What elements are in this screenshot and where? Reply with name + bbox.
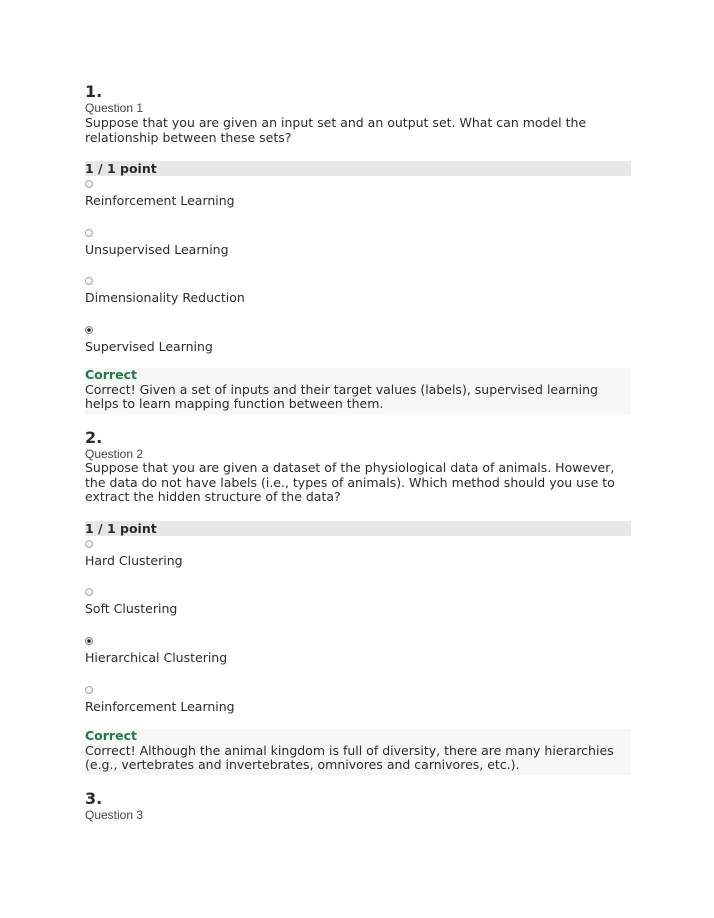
points-bar: 1 / 1 point: [85, 521, 631, 536]
radio-button[interactable]: [85, 277, 93, 285]
question-text: Suppose that you are given a dataset of the physiological data of animals. However, the data do not have labels (i.e., types of animals). Which method should you use to extract the hidden structure of the data?: [85, 460, 615, 504]
radio-button[interactable]: [85, 540, 93, 548]
radio-button-selected[interactable]: [85, 326, 93, 334]
feedback-box: [85, 729, 631, 775]
question-number: 1.: [85, 82, 103, 101]
radio-button-selected[interactable]: [85, 637, 93, 645]
feedback-text: Correct! Given a set of inputs and their target values (labels), supervised learning helps to learn mapping function between them.: [85, 381, 598, 411]
question-label: Question 2: [85, 447, 144, 461]
option-label[interactable]: Hierarchical Clustering: [85, 650, 228, 665]
question-label: Question 3: [85, 808, 144, 822]
radio-button[interactable]: [85, 180, 93, 188]
option-label[interactable]: Unsupervised Learning: [85, 242, 229, 257]
option-label[interactable]: Supervised Learning: [85, 339, 213, 354]
option-label[interactable]: Reinforcement Learning: [85, 193, 235, 208]
radio-button[interactable]: [85, 588, 93, 596]
question-label: Question 1: [85, 101, 144, 115]
radio-button[interactable]: [85, 229, 93, 237]
feedback-box: [85, 368, 631, 414]
option-label[interactable]: Dimensionality Reduction: [85, 290, 245, 305]
points-bar: 1 / 1 point: [85, 161, 631, 176]
question-text: Suppose that you are given an input set and an output set. What can model the relationship between these sets?: [85, 115, 587, 145]
question-number: 3.: [85, 789, 103, 808]
feedback-title: Correct: [85, 367, 137, 382]
option-label[interactable]: Hard Clustering: [85, 553, 183, 568]
feedback-title: Correct: [85, 728, 137, 743]
feedback-text: Correct! Although the animal kingdom is full of diversity, there are many hierarchies (e.g., vertebrates and invertebrates, omnivores and carnivores, etc.).: [85, 742, 614, 772]
option-label[interactable]: Reinforcement Learning: [85, 699, 235, 714]
radio-button[interactable]: [85, 686, 93, 694]
option-label[interactable]: Soft Clustering: [85, 601, 178, 616]
question-number: 2.: [85, 428, 103, 447]
